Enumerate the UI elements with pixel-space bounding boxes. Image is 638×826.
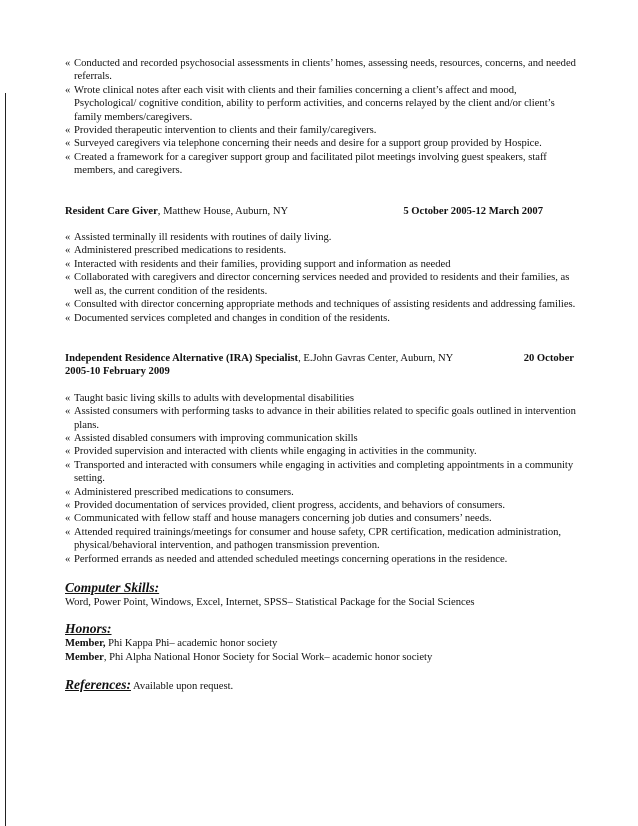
bullet-text: Wrote clinical notes after each visit with clients and their families concerning a client’s affect and mood, Psychological/ cognitive condition, ability to perform activities, and concerns relayed by the client and/or client’s family members/caregivers. [74,84,555,123]
honor-text: , Phi Alpha National Honor Society for Social Work– academic honor society [103,651,433,663]
honor-item [65,637,580,650]
bullet-text: Communicated with fellow staff and house managers concerning job duties and consumers’ needs. [74,513,492,525]
bullet-mark: « [65,272,71,284]
job2-title: Independent Residence Alternative (IRA) Specialist [65,352,299,364]
bullet-item [65,137,580,150]
bullet-item [65,312,580,325]
job2-dates-start: 20 October [523,352,574,364]
bullet-mark: « [65,513,71,525]
bullet-item [65,553,580,566]
job1-title: Resident Care Giver [65,205,158,217]
bullet-item [65,486,580,499]
honor-label: Member, [65,638,106,650]
page-margin-rule [5,93,6,826]
bullet-item [65,526,580,553]
bullet-item [65,244,580,257]
bullet-item [65,405,580,432]
bullet-text: Assisted disabled consumers with improving communication skills [74,432,358,444]
bullet-item [65,124,580,137]
bullet-mark: « [65,312,71,324]
bullet-item [65,271,580,298]
job2-header [65,352,580,379]
bullet-text: Attended required trainings/meetings for consumer and house safety, CPR certification, medication administration, physical/behavioral intervention, and pathogen transmission prevention. [74,526,562,552]
bullet-text: Performed errands as needed and attended scheduled meetings concerning operations in the residence. [74,553,508,565]
bullet-mark: « [65,299,71,311]
honor-text: Phi Kappa Phi– academic honor society [105,638,278,650]
bullet-text: Interacted with residents and their families, providing support and information as needed [74,258,451,270]
bullet-text: Consulted with director concerning appropriate methods and techniques of assisting residents and addressing families. [74,299,576,311]
bullet-mark: « [65,245,71,257]
bullet-mark: « [65,459,71,471]
bullet-item [65,459,580,486]
bullet-mark: « [65,432,71,444]
bullet-mark: « [65,138,71,150]
bullet-item [65,258,580,271]
bullet-item [65,84,580,124]
bullet-text: Taught basic living skills to adults with developmental disabilities [74,392,354,404]
bullet-text: Created a framework for a caregiver support group and facilitated pilot meetings involving guest speakers, staff members, and caregivers. [74,151,547,177]
job2-title-line [65,352,453,365]
bullet-item [65,445,580,458]
job1-header [65,205,580,218]
bullet-mark: « [65,232,71,244]
bullet-item [65,512,580,525]
bullet-text: Assisted consumers with performing tasks to advance in their abilities related to specific goals outlined in intervention plans. [74,406,576,431]
bullet-mark: « [65,392,71,404]
job1-dates: 5 October 2005-12 March 2007 [403,205,543,217]
bullet-mark: « [65,526,71,538]
bullet-item [65,231,580,244]
honors-list [65,637,580,664]
job2-bullet-list [65,392,580,566]
intro-bullet-list [65,57,580,178]
bullet-item [65,432,580,445]
honor-label: Member [65,651,104,663]
bullet-mark: « [65,258,71,270]
job1-bullet-list [65,231,580,325]
resume-content [65,57,580,694]
bullet-text: Documented services completed and changes in condition of the residents. [74,312,390,324]
bullet-text: Transported and interacted with consumers while engaging in activities and completing appointments in a community setting. [74,459,574,485]
references-text: Available upon request. [130,681,234,693]
bullet-item [65,151,580,178]
honors-heading: Honors: [65,621,112,637]
bullet-text: Administered prescribed medications to residents. [74,245,287,257]
bullet-mark: « [65,58,71,69]
job2-employer: , E.John Gavras Center, Auburn, NY [298,352,454,364]
bullet-mark: « [65,446,71,458]
computer-skills-text: Word, Power Point, Windows, Excel, Internet, SPSS– Statistical Package for the Social Sciences [65,597,475,608]
references-heading: References: [65,677,131,693]
bullet-mark: « [65,406,71,418]
bullet-text: Provided supervision and interacted with clients while engaging in activities in the community. [74,446,477,458]
bullet-item [65,499,580,512]
job2-dates-end: 2005-10 February 2009 [65,366,170,378]
bullet-text: Assisted terminally ill residents with routines of daily living. [74,232,332,244]
honor-item [65,651,580,664]
bullet-item [65,57,580,84]
bullet-mark: « [65,553,71,565]
bullet-text: Provided documentation of services provided, client progress, accidents, and behaviors of consumers. [74,499,505,511]
bullet-text: Administered prescribed medications to consumers. [74,486,294,498]
bullet-mark: « [65,125,71,137]
bullet-mark: « [65,486,71,498]
bullet-item [65,392,580,405]
bullet-item [65,298,580,311]
references-line [65,677,580,693]
computer-skills-heading: Computer Skills: [65,580,160,595]
job1-employer: , Matthew House, Auburn, NY [157,205,289,217]
bullet-mark: « [65,84,71,96]
job1-title-line [65,205,288,218]
bullet-mark: « [65,499,71,511]
bullet-mark: « [65,151,71,163]
bullet-text: Collaborated with caregivers and director concerning services needed and provided to residents and their families, as well as, the current condition of the residents. [74,272,570,297]
bullet-text: Conducted and recorded psychosocial assessments in clients’ homes, assessing needs, resources, concerns, and needed referrals. [74,58,576,83]
bullet-text: Provided therapeutic intervention to clients and their family/caregivers. [74,125,377,137]
bullet-text: Surveyed caregivers via telephone concerning their needs and desire for a support group provided by Hospice. [74,138,542,150]
